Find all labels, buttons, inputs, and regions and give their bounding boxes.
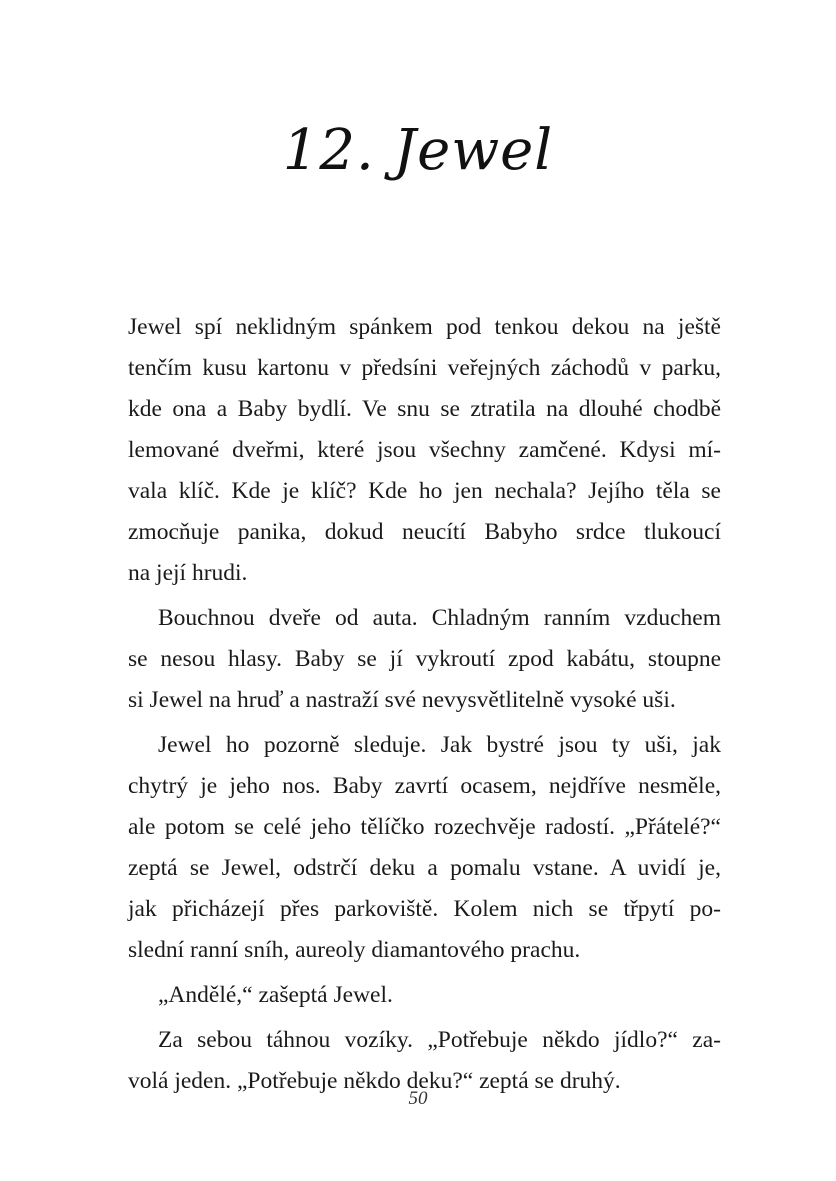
paragraph [128, 975, 721, 1016]
chapter-title: 12. Jewel [282, 118, 554, 183]
paragraph [128, 725, 721, 971]
page-number: 50 [408, 1088, 428, 1109]
text-line: tenčím kusu kartonu v předsíni veřejných záchodů v parku, [128, 355, 721, 381]
text-line: kde ona a Baby bydlí. Ve snu se ztratila na dlouhé chodbě [128, 396, 721, 422]
text-line: lemované dveřmi, které jsou všechny zamčené. Kdysi mí- [128, 437, 721, 463]
text-line: chytrý je jeho nos. Baby zavrtí ocasem, nejdříve nesměle, [128, 773, 721, 799]
text-line: Jewel ho pozorně sleduje. Jak bystré jsou ty uši, jak [158, 732, 721, 758]
text-line: vala klíč. Kde je klíč? Kde ho jen nechala? Jejího těla se [128, 478, 721, 504]
body-text [128, 307, 721, 1102]
text-line: Bouchnou dveře od auta. Chladným ranním vzduchem [158, 605, 721, 631]
text-line: Jewel spí neklidným spánkem pod tenkou dekou na ještě [128, 314, 721, 340]
text-line: „Andělé,“ zašeptá Jewel. [158, 982, 393, 1008]
paragraph [128, 307, 721, 594]
text-line: zeptá se Jewel, odstrčí deku a pomalu vstane. A uvidí je, [128, 855, 721, 881]
text-line: na její hrudi. [128, 560, 248, 586]
paragraph [128, 598, 721, 721]
text-line: ale potom se celé jeho tělíčko rozechvěje radostí. „Přátelé?“ [128, 814, 721, 840]
text-line: zmocňuje panika, dokud neucítí Babyho srdce tlukoucí [128, 519, 721, 545]
text-line: si Jewel na hruď a nastraží své nevysvětlitelně vysoké uši. [128, 687, 676, 713]
text-line: volá jeden. „Potřebuje někdo deku?“ zeptá se druhý. [128, 1068, 621, 1094]
text-line: Za sebou táhnou vozíky. „Potřebuje někdo jídlo?“ za- [158, 1027, 721, 1053]
text-line: jak přicházejí přes parkoviště. Kolem nich se třpytí po- [128, 896, 721, 922]
text-line: se nesou hlasy. Baby se jí vykroutí zpod kabátu, stoupne [128, 646, 721, 672]
text-line: slední ranní sníh, aureoly diamantového prachu. [128, 937, 581, 963]
